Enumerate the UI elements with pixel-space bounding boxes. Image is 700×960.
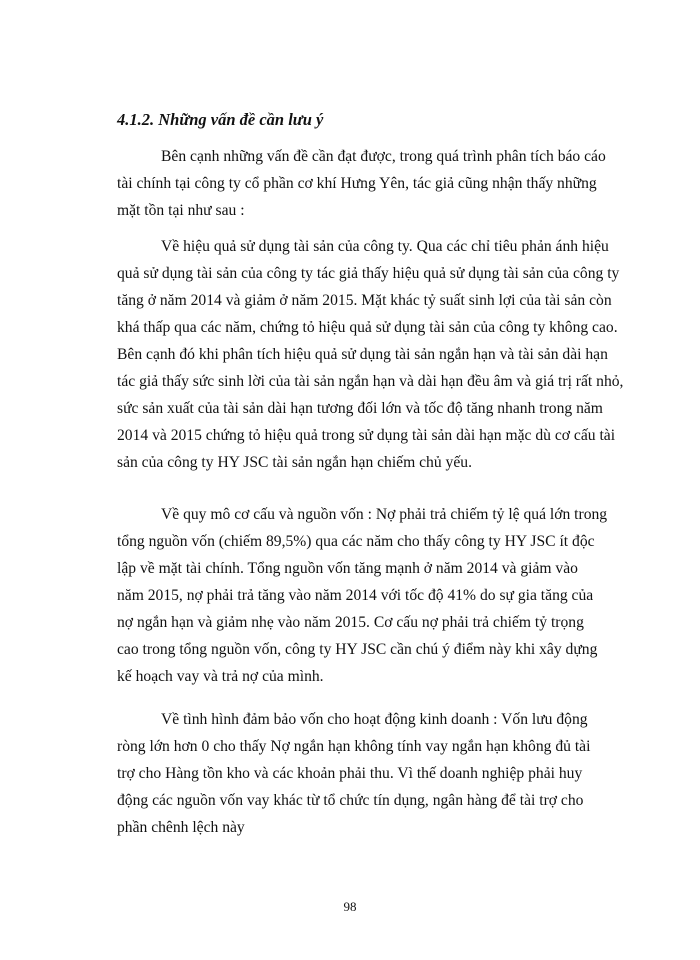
paragraph-line: tổng nguồn vốn (chiếm 89,5%) qua các năm cho thấy công ty HY JSC ít độc — [117, 533, 595, 550]
page-number: 98 — [343, 899, 357, 914]
paragraph-3 — [117, 505, 637, 694]
paragraph-line: sức sản xuất của tài sản dài hạn tương đối lớn và tốc độ tăng nhanh trong năm — [117, 400, 603, 417]
paragraph-line: Về quy mô cơ cấu và nguồn vốn : Nợ phải trả chiếm tỷ lệ quá lớn trong — [161, 506, 608, 523]
paragraph-line: kế hoạch vay và trả nợ của mình. — [117, 668, 324, 685]
paragraph-2 — [117, 237, 637, 480]
paragraph-line: năm 2015, nợ phải trả tăng vào năm 2014 với tốc độ 41% do sự gia tăng của — [117, 587, 594, 604]
paragraph-line: sản của công ty HY JSC tài sản ngắn hạn chiếm chủ yếu. — [117, 454, 472, 471]
paragraph-line: quả sử dụng tài sản của công ty tác giả thấy hiệu quả sử dụng tài sản của công ty — [117, 265, 620, 282]
section-heading: 4.1.2. Những vấn đề cần lưu ý — [117, 110, 324, 129]
paragraph-4 — [117, 710, 637, 845]
paragraph-line: ròng lớn hơn 0 cho thấy Nợ ngắn hạn không tính vay ngắn hạn không đủ tài — [117, 738, 591, 755]
paragraph-line: tác giả thấy sức sinh lời của tài sản ngắn hạn và dài hạn đều âm và giá trị rất nhỏ, — [117, 373, 624, 390]
paragraph-line: phần chênh lệch này — [117, 819, 245, 836]
paragraph-line: tăng ở năm 2014 và giảm ở năm 2015. Mặt khác tỷ suất sinh lợi của tài sản còn — [117, 292, 612, 309]
paragraph-line: nợ ngắn hạn và giảm nhẹ vào năm 2015. Cơ cấu nợ phải trả chiếm tỷ trọng — [117, 614, 584, 631]
paragraph-line: khá thấp qua các năm, chứng tỏ hiệu quả sử dụng tài sản của công ty không cao. — [117, 319, 618, 336]
paragraph-line: trợ cho Hàng tồn kho và các khoản phải thu. Vì thế doanh nghiệp phải huy — [117, 765, 583, 782]
paragraph-line: Về tình hình đảm bảo vốn cho hoạt động kinh doanh : Vốn lưu động — [161, 711, 588, 728]
paragraph-line: Về hiệu quả sử dụng tài sản của công ty. Qua các chỉ tiêu phản ánh hiệu — [161, 238, 609, 255]
paragraph-line: Bên cạnh đó khi phân tích hiệu quả sử dụng tài sản ngắn hạn và tài sản dài hạn — [117, 346, 608, 363]
paragraph-line: lập về mặt tài chính. Tổng nguồn vốn tăng mạnh ở năm 2014 và giảm vào — [117, 560, 578, 577]
paragraph-line: tài chính tại công ty cổ phần cơ khí Hưng Yên, tác giả cũng nhận thấy những — [117, 175, 597, 192]
paragraph-line: Bên cạnh những vấn đề cần đạt được, trong quá trình phân tích báo cáo — [161, 148, 606, 165]
paragraph-1 — [117, 147, 637, 228]
paragraph-line: cao trong tổng nguồn vốn, công ty HY JSC cần chú ý điểm này khi xây dựng — [117, 641, 598, 658]
paragraph-line: mặt tồn tại như sau : — [117, 202, 245, 219]
paragraph-line: 2014 và 2015 chứng tỏ hiệu quả trong sử dụng tài sản dài hạn mặc dù cơ cấu tài — [117, 427, 616, 444]
paragraph-line: động các nguồn vốn vay khác từ tổ chức tín dụng, ngân hàng để tài trợ cho — [117, 792, 584, 809]
